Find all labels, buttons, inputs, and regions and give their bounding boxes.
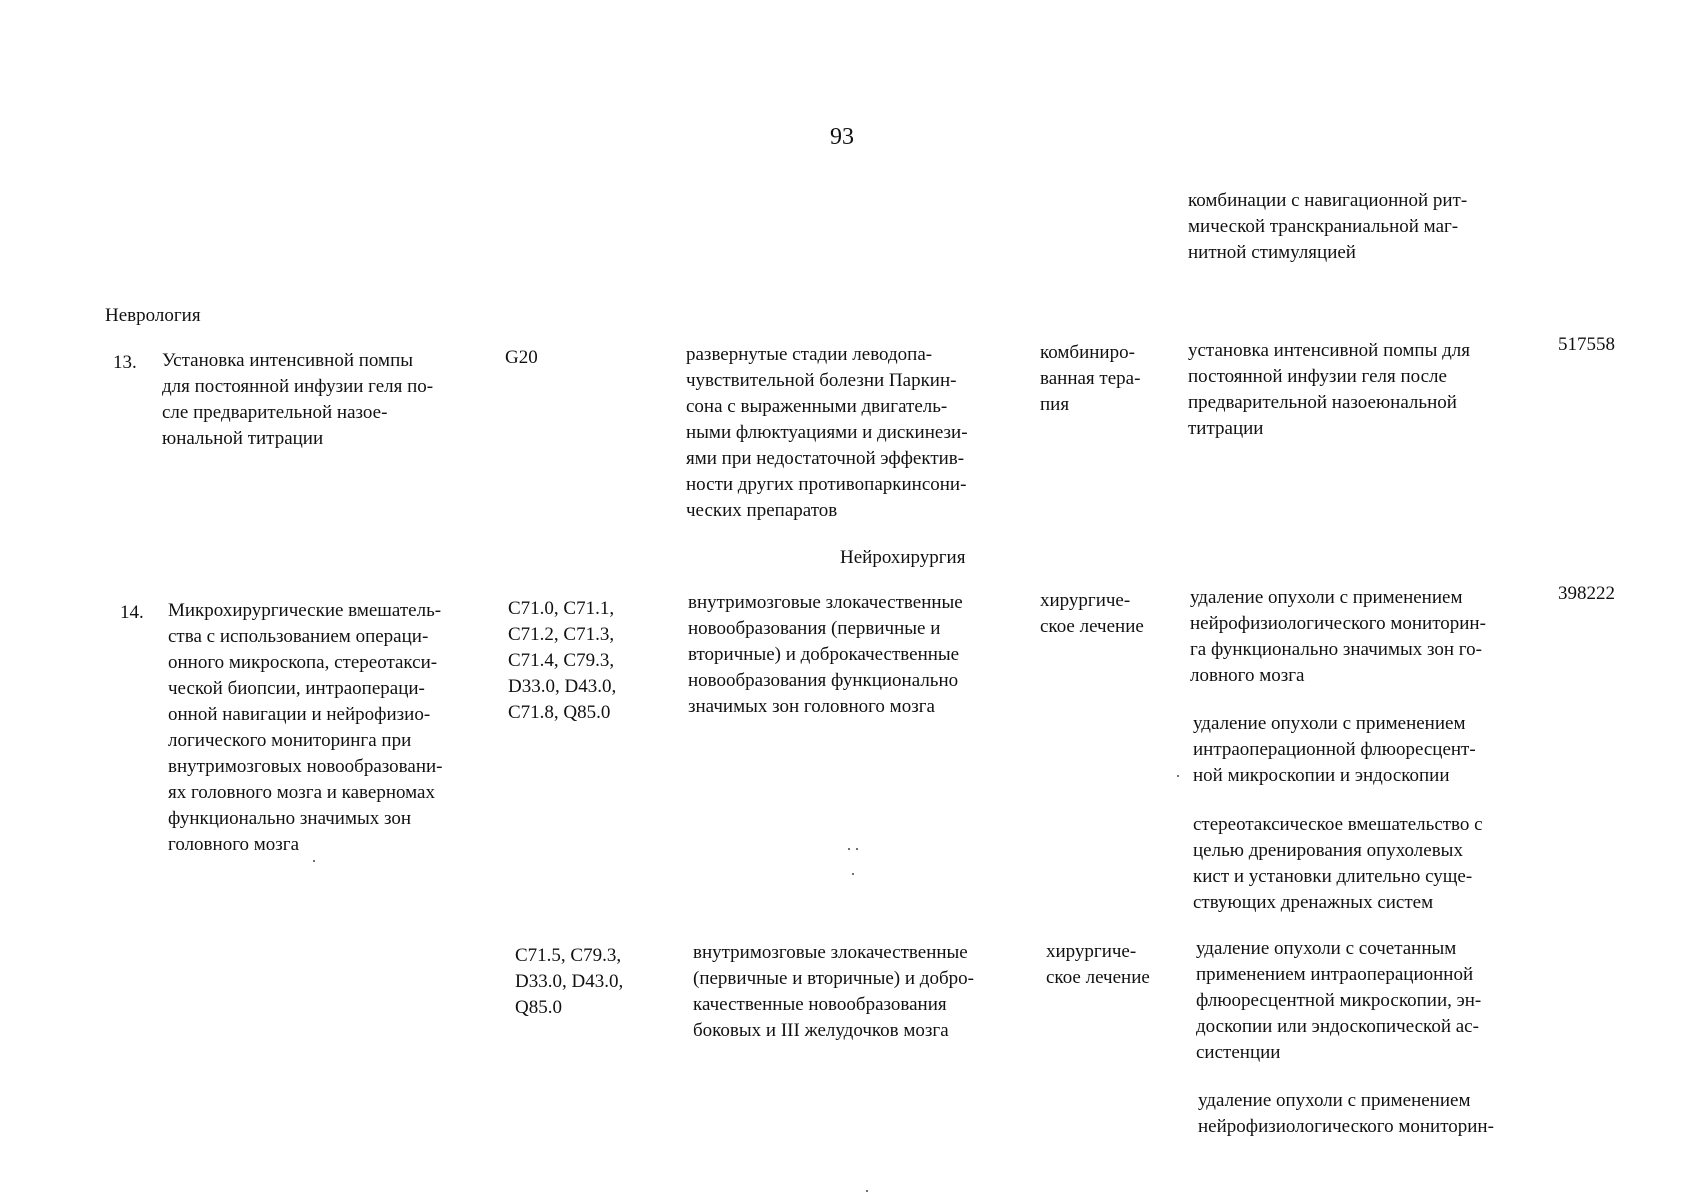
scan-speck <box>856 848 858 850</box>
treatment-type: комбиниро- ванная тера- пия <box>1040 342 1141 415</box>
intervention-name: Микрохирургические вмешатель- ства с использованием операци- онного микроскопа, стереотакси- ческой биопсии, интраопераци- онной навигации и нейрофизио- логического мониторинга при внутримозговых новообразовани- ях головного мозга и каверномах функционально значимых зон головного мозга <box>168 600 443 855</box>
diagnosis-codes: G20 <box>505 347 538 368</box>
patient-model: внутримозговые злокачественные новообразования (первичные и вторичные) и доброкачественные новообразования функционально значимых зон головного мозга <box>688 592 963 717</box>
treatment-method: установка интенсивной помпы для постоянной инфузии геля после предварительной назоеюнальной титрации <box>1188 340 1470 439</box>
treatment-method: удаление опухоли с применением интраоперационной флюоресцент- ной микроскопии и эндоскопии <box>1193 713 1476 786</box>
patient-model: развернутые стадии леводопа- чувствительной болезни Паркин- сона с выраженными двигатель- ными флюктуациями и дискинези- ями при недостаточной эффектив- ности других противопаркинсони- ческих препаратов <box>686 344 968 521</box>
intervention-name: Установка интенсивной помпы для постоянной инфузии геля по- сле предварительной назое- юнальной титрации <box>162 350 434 449</box>
section-title-neurology: Неврология <box>105 305 201 326</box>
patient-model: внутримозговые злокачественные (первичные и вторичные) и добро- качественные новообразования боковых и III желудочков мозга <box>693 942 974 1041</box>
treatment-method: удаление опухоли с применением нейрофизиологического мониторин- га функционально значимых зон го- ловного мозга <box>1190 587 1486 686</box>
treatment-type: хирургиче- ское лечение <box>1040 590 1144 637</box>
treatment-method: удаление опухоли с сочетанным применением интраоперационной флюоресцентной микроскопии, эн- доскопии или эндоскопической ас- систенции <box>1196 938 1482 1063</box>
scan-speck <box>313 860 315 862</box>
continued-method-text: комбинации с навигационной рит- мической транскраниальной маг- нитной стимуляцией <box>1188 190 1468 263</box>
diagnosis-codes: C71.5, C79.3, D33.0, D43.0, Q85.0 <box>515 945 624 1018</box>
row-number: 13. <box>113 352 137 373</box>
scan-speck <box>1177 775 1179 777</box>
row-number: 14. <box>120 602 144 623</box>
section-title-neurosurgery: Нейрохирургия <box>840 547 966 568</box>
treatment-method: стереотаксическое вмешательство с целью дренирования опухолевых кист и установки длительно суще- ствующих дренажных систем <box>1193 814 1483 913</box>
page-number: 93 <box>830 124 854 150</box>
scan-speck <box>848 848 850 850</box>
diagnosis-codes: C71.0, C71.1, C71.2, C71.3, C71.4, C79.3, D33.0, D43.0, C71.8, Q85.0 <box>508 598 617 723</box>
cost-value: 517558 <box>1558 334 1615 355</box>
scan-speck <box>852 873 854 875</box>
cost-value: 398222 <box>1558 583 1615 604</box>
treatment-method: удаление опухоли с применением нейрофизиологического мониторин- <box>1198 1090 1494 1137</box>
treatment-type: хирургиче- ское лечение <box>1046 941 1150 988</box>
scan-speck <box>866 1190 868 1192</box>
